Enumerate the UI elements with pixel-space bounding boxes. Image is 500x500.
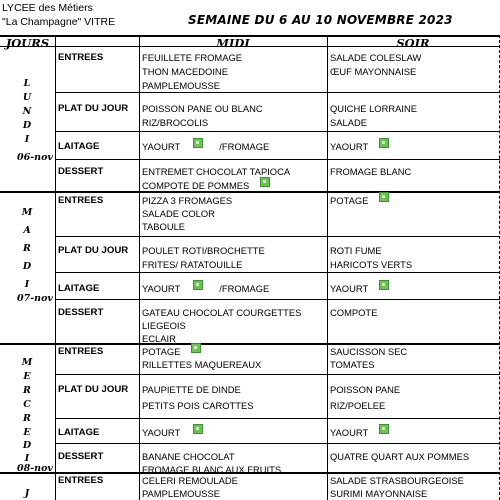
day-letter: M: [21, 357, 33, 368]
leaf-badge-icon: [193, 424, 203, 434]
menu-item: [330, 427, 389, 438]
menu-item: THON MACEDOINE: [142, 66, 228, 77]
page-title: SEMAINE DU 6 AU 10 NOVEMBRE 2023: [188, 13, 453, 27]
menu-item: SALADE COLOR: [142, 208, 215, 219]
menu-item: POULET ROTI/BROCHETTE: [142, 245, 265, 256]
menu-item: ROTI FUME: [330, 245, 382, 256]
menu-item: CELERI REMOULADE: [142, 475, 238, 486]
menu-item: TABOULE: [142, 221, 186, 232]
menu-item: COMPOTE: [330, 307, 378, 318]
menu-item: PIZZA 3 FROMAGES: [142, 195, 233, 206]
menu-item-text: POTAGE: [142, 346, 181, 357]
day-date: 07-nov: [17, 293, 53, 304]
menu-item-text: /FROMAGE: [219, 141, 270, 152]
menu-item-text: POTAGE: [330, 195, 369, 206]
leaf-badge-icon: [191, 343, 201, 353]
menu-item: BANANE CHOCOLAT: [142, 451, 235, 462]
leaf-badge-icon: [193, 280, 203, 290]
category-label: ENTREES: [58, 195, 104, 206]
menu-item-text: YAOURT: [330, 141, 369, 152]
category-label: PLAT DU JOUR: [58, 245, 129, 256]
day-date: 08-nov: [17, 463, 53, 474]
menu-item: ENTREMET CHOCOLAT TAPIOCA: [142, 166, 291, 177]
day-letter: D: [22, 261, 32, 272]
menu-item: FROMAGE BLANC AUX FRUITS: [142, 464, 282, 475]
menu-item-text: YAOURT: [330, 283, 369, 294]
menu-item-text: YAOURT: [142, 283, 181, 294]
day-letter: C: [23, 399, 31, 410]
column-header-soir: SOIR: [396, 36, 430, 50]
menu-item: FROMAGE BLANC: [330, 166, 412, 177]
day-letter: J: [24, 488, 30, 499]
menu-item: [142, 141, 269, 152]
category-label: ENTREES: [58, 52, 104, 63]
leaf-badge-icon: [193, 138, 203, 148]
menu-item-text: YAOURT: [142, 141, 181, 152]
day-letter: D: [22, 440, 32, 451]
leaf-badge-icon: [379, 424, 389, 434]
day-letter: E: [23, 371, 31, 382]
menu-item: QUATRE QUART AUX POMMES: [330, 451, 470, 462]
day-letter: E: [23, 427, 31, 438]
category-label: DESSERT: [58, 307, 104, 318]
leaf-badge-icon: [260, 177, 270, 187]
menu-item: QUICHE LORRAINE: [330, 103, 417, 114]
menu-item: FEUILLETE FROMAGE: [142, 52, 243, 63]
school-name: LYCEE des Métiers: [2, 2, 93, 14]
leaf-badge-icon: [379, 138, 389, 148]
menu-item: LIEGEOIS: [142, 320, 186, 331]
menu-item: SAUCISSON SEC: [330, 346, 408, 357]
day-date: 06-nov: [17, 152, 53, 163]
menu-item: PAMPLEMOUSSE: [142, 488, 220, 499]
menu-item: HARICOTS VERTS: [330, 259, 413, 270]
category-label: LAITAGE: [58, 141, 100, 152]
menu-item: POISSON PANE OU BLANC: [142, 103, 263, 114]
menu-item: SALADE COLESLAW: [330, 52, 422, 63]
day-letter: I: [24, 453, 30, 464]
menu-item: [330, 195, 389, 206]
menu-item: [330, 283, 389, 294]
category-label: PLAT DU JOUR: [58, 103, 129, 114]
category-label: DESSERT: [58, 451, 104, 462]
menu-item: ECLAIR: [142, 333, 176, 344]
menu-item: PAUPIETTE DE DINDE: [142, 384, 241, 395]
menu-item: RIZ/BROCOLIS: [142, 117, 209, 128]
category-label: LAITAGE: [58, 427, 100, 438]
category-label: PLAT DU JOUR: [58, 384, 129, 395]
menu-item: GATEAU CHOCOLAT COURGETTES: [142, 307, 302, 318]
day-letter: R: [23, 243, 31, 254]
category-label: DESSERT: [58, 166, 104, 177]
menu-item-text: YAOURT: [142, 427, 181, 438]
leaf-badge-icon: [379, 192, 389, 202]
day-letter: N: [22, 106, 32, 117]
day-letter: L: [23, 78, 31, 89]
category-label: LAITAGE: [58, 283, 100, 294]
menu-item: SALADE: [330, 117, 367, 128]
menu-item: [142, 346, 201, 357]
menu-item: SALADE STRASBOURGEOISE: [330, 475, 464, 486]
menu-item: FRITES/ RATATOUILLE: [142, 259, 243, 270]
category-label: ENTREES: [58, 346, 104, 357]
category-label: ENTREES: [58, 475, 104, 486]
menu-item: PAMPLEMOUSSE: [142, 80, 220, 91]
menu-item: SURIMI MAYONNAISE: [330, 488, 428, 499]
menu-item: POISSON PANE: [330, 384, 401, 395]
menu-item: ŒUF MAYONNAISE: [330, 66, 417, 77]
day-letter: U: [22, 92, 32, 103]
menu-item: RILLETTES MAQUEREAUX: [142, 359, 262, 370]
day-letter: R: [23, 385, 31, 396]
column-header-midi: MIDI: [216, 36, 250, 50]
menu-item: PETITS POIS CAROTTES: [142, 400, 254, 411]
day-letter: M: [21, 207, 33, 218]
day-letter: D: [22, 120, 32, 131]
menu-item: [142, 427, 203, 438]
day-letter: I: [24, 134, 30, 145]
day-letter: I: [24, 279, 30, 290]
leaf-badge-icon: [379, 280, 389, 290]
school-location: "La Champagne" VITRE: [2, 16, 116, 28]
menu-item: RIZ/POELEE: [330, 400, 386, 411]
menu-item-text: YAOURT: [330, 427, 369, 438]
day-letter: R: [23, 413, 31, 424]
menu-item-text: COMPOTE DE POMMES: [142, 180, 250, 191]
menu-item: [142, 283, 269, 294]
menu-item-text: /FROMAGE: [219, 283, 270, 294]
day-letter: A: [23, 225, 31, 236]
column-header-jours: JOURS: [5, 36, 50, 50]
menu-item: [142, 180, 270, 191]
menu-item: [330, 141, 389, 152]
menu-item: TOMATES: [330, 359, 375, 370]
